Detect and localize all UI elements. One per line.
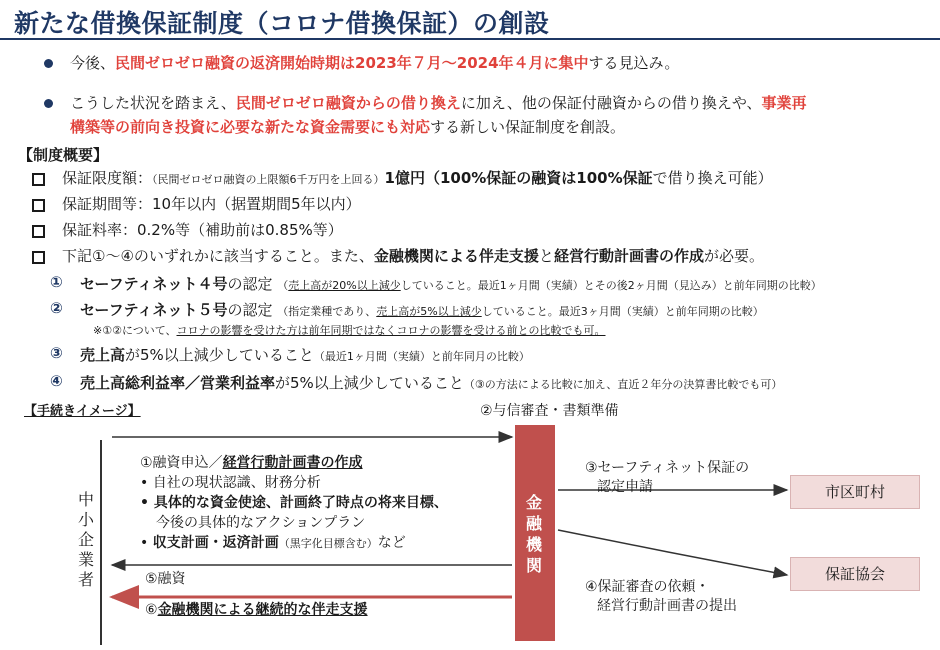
condition-1-number: ① (50, 273, 63, 291)
condition-2-bold: セーフティネット５号 (80, 301, 228, 319)
condition-2-plain: の認定 (227, 301, 273, 319)
condition-2-note-pre: （指定業種であり、 (277, 305, 377, 318)
bank-label: 金融機関 (526, 493, 543, 575)
step-4-line1: ④保証審査の依頼・ (585, 579, 710, 595)
step-6-bold: 金融機関による継続的な伴走支援 (157, 602, 368, 618)
remark-underlined: コロナの影響を受けた方は前年同期ではなくコロナの影響を受ける前との比較でも可。 (176, 324, 606, 337)
flow-heading: 【手続きイメージ】 (24, 404, 141, 419)
step-3-line1: ③セーフティネット保証の (585, 460, 750, 476)
page-title: 新たな借換保証制度（コロナ借換保証）の創設 (14, 9, 550, 38)
condition-4-number: ④ (50, 372, 63, 390)
condition-3-plain: が5%以上減少していること (125, 346, 314, 364)
condition-2-note-underlined: 売上高が5%以上減少 (376, 305, 482, 318)
remark-pre: ※①②について、 (93, 324, 177, 337)
limit-tail: で借り換え可能） (652, 169, 773, 187)
bullet-2-pre: こうした状況を踏まえ、 (70, 94, 236, 112)
step-5: ⑤融資 (145, 571, 186, 587)
flow-top-label: ②与信審査・書類準備 (480, 403, 619, 419)
limit-note: （民間ゼロゼロ融資の上限額6千万円を上回る） (152, 173, 385, 186)
condition-1-note-underlined: 売上高が20%以上減少 (288, 279, 401, 292)
city-box: 市区町村 (790, 475, 920, 509)
overview-item-fee: 保証料率：0.2%等（補助前は0.85%等） (62, 221, 343, 239)
step-1-pre: ①融資申込／ (140, 455, 223, 471)
association-box: 保証協会 (790, 557, 920, 591)
condition-4-note: （③の方法による比較に加え、直近２年分の決算書比較でも可） (463, 378, 783, 391)
step-1-bold: 経営行動計画書の作成 (222, 455, 363, 471)
bullet-2-mid: に加え、他の保証付融資からの借り換えや、 (460, 94, 762, 112)
step-1 (140, 452, 363, 472)
bullet-1-post: する見込み。 (588, 54, 680, 72)
arrow-association (558, 530, 787, 575)
condition-4-bold: 売上高総利益率／営業利益率 (80, 374, 276, 392)
req-post: が必要。 (703, 247, 764, 265)
bullet-2-highlight-2b: 構築等の前向き投資に必要な新たな資金需要にも対応 (70, 118, 431, 136)
step-1-item-3: • 収支計画・返済計画（黒字化目標含む）など (140, 535, 406, 551)
step-1-item-1-text: 自社の現状認識、財務分析 (152, 475, 321, 491)
step-1-item-3-note: （黒字化目標含む） (278, 537, 378, 550)
condition-3-number: ③ (50, 344, 63, 362)
condition-2-number: ② (50, 299, 63, 317)
bullet-1-pre: 今後、 (70, 54, 116, 72)
sme-label: 中小企業者 (78, 490, 95, 589)
req-mid: と (538, 247, 554, 265)
limit-label: 保証限度額： (62, 169, 153, 187)
step-1-item-3-tail: など (377, 535, 406, 551)
overview-item-period: 保証期間等：10年以内（据置期間5年以内） (62, 195, 361, 213)
condition-3-bold: 売上高 (80, 346, 126, 364)
req-bold-1: 金融機関による伴走支援 (373, 247, 539, 265)
step-3-line2: 認定申請 (597, 479, 653, 495)
limit-amount: 1億円（100%保証の融資は100%保証 (384, 169, 653, 187)
step-1-item-1: • 自社の現状認識、財務分析 (140, 475, 321, 491)
step-6 (145, 599, 368, 619)
bullet-2-highlight-1: 民間ゼロゼロ融資からの借り換え (235, 94, 461, 112)
overview-heading: 【制度概要】 (18, 146, 109, 164)
condition-1-note: していること。最近1ヶ月間（実績）とその後2ヶ月間（見込み）と前年同期の比較） (400, 279, 822, 292)
bullet-2-post: する新しい保証制度を創設。 (430, 118, 626, 136)
condition-1-plain: の認定 (227, 275, 273, 293)
condition-3-note: （最近1ヶ月間（実績）と前年同月の比較） (313, 350, 530, 363)
req-bold-2: 経営行動計画書の作成 (553, 247, 704, 265)
step-1-item-2-cont: 今後の具体的なアクションプラン (156, 515, 366, 531)
bullet-1-highlight: 民間ゼロゼロ融資の返済開始時期は2023年７月〜2024年４月に集中 (115, 54, 589, 72)
bullet-2-highlight-2a: 事業再 (761, 94, 807, 112)
step-1-item-2-text: 具体的な資金使途、計画終了時点の将来目標、 (153, 495, 448, 511)
step-1-item-2: • 具体的な資金使途、計画終了時点の将来目標、 (140, 495, 448, 511)
req-pre: 下記①〜④のいずれかに該当すること。また、 (62, 247, 374, 265)
condition-1: セーフティネット４号の認定 （売上高が20%以上減少していること。最近1ヶ月間（実績）とその後2ヶ月間（見込み）と前年同期の比較） (80, 275, 822, 293)
condition-1-bold: セーフティネット４号 (80, 275, 228, 293)
step-6-num: ⑥ (145, 602, 158, 618)
condition-2-note: していること。最近3ヶ月間（実績）と前年同期の比較） (481, 305, 764, 318)
step-4-line2: 経営行動計画書の提出 (597, 598, 737, 614)
step-1-item-3-text: 収支計画・返済計画 (152, 535, 279, 551)
condition-4-plain: が5%以上減少していること (275, 374, 464, 392)
